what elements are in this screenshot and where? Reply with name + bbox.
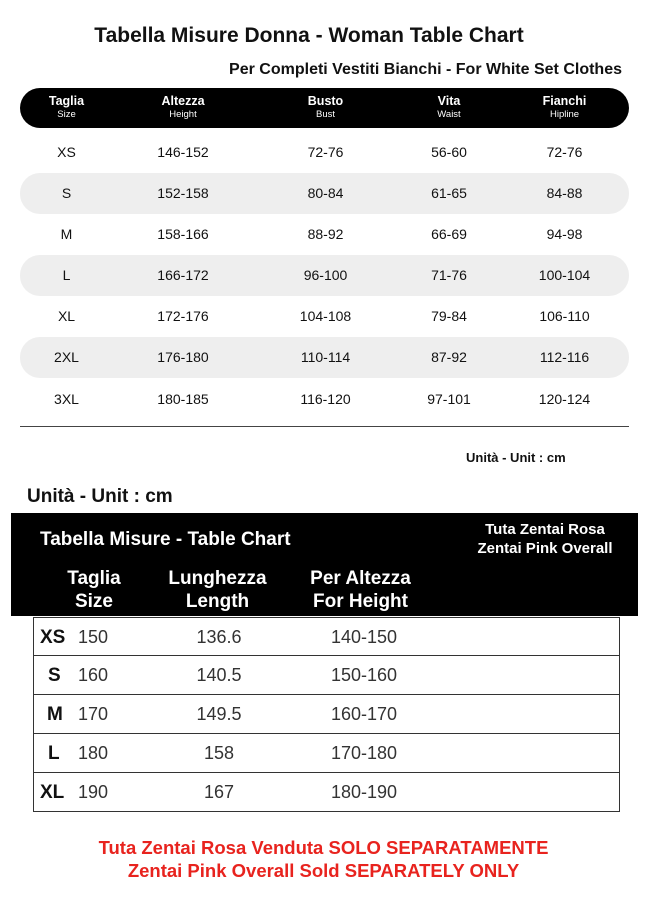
header-size-line1: Taglia xyxy=(67,568,121,589)
overall-chart-title: Tabella Misure - Table Chart xyxy=(40,529,291,550)
product-name-en: Zentai Pink Overall xyxy=(477,540,613,557)
header-height xyxy=(113,88,253,128)
cell-size-number: 160 xyxy=(78,665,109,685)
header-height-label: Altezza xyxy=(161,94,205,108)
cell-hipline: 100-104 xyxy=(538,267,591,283)
cell-bust: 80-84 xyxy=(307,185,344,201)
header-length-line1: Lunghezza xyxy=(168,568,267,589)
header-size-sublabel: Size xyxy=(57,109,76,120)
cell-size: L xyxy=(62,267,71,283)
cell-for-height: 140-150 xyxy=(330,627,398,647)
notice-line-en: Zentai Pink Overall Sold SEPARATELY ONLY xyxy=(127,860,520,881)
overall-chart-row xyxy=(33,734,620,773)
sold-separately-notice xyxy=(0,836,647,882)
cell-hipline: 94-98 xyxy=(546,226,583,242)
cell-size: 2XL xyxy=(54,349,79,365)
cell-length: 149.5 xyxy=(196,704,242,724)
notice-line-it: Tuta Zentai Rosa Venduta SOLO SEPARATAMENTE xyxy=(98,837,549,858)
women-chart-row xyxy=(20,337,629,378)
cell-bust: 88-92 xyxy=(307,226,344,242)
cell-size: XS xyxy=(57,144,76,160)
header-size-label: Taglia xyxy=(48,94,85,108)
cell-size: XS xyxy=(40,627,66,648)
header-bust-label: Busto xyxy=(307,94,344,108)
cell-waist: 66-69 xyxy=(431,226,467,242)
women-chart-row xyxy=(20,255,629,296)
cell-bust: 72-76 xyxy=(307,144,344,160)
header-hipline-sublabel: Hipline xyxy=(549,109,580,120)
product-name-it: Tuta Zentai Rosa xyxy=(485,521,605,538)
cell-hipline: 120-124 xyxy=(538,391,591,407)
women-chart-title: Tabella Misure Donna - Woman Table Chart xyxy=(94,24,524,47)
header-waist-sublabel: Waist xyxy=(437,109,461,120)
header-size xyxy=(44,567,144,613)
header-bust xyxy=(253,88,398,128)
header-hipline xyxy=(500,88,629,128)
cell-for-height: 150-160 xyxy=(330,665,398,685)
cell-waist: 61-65 xyxy=(431,185,467,201)
cell-hipline: 72-76 xyxy=(546,144,583,160)
cell-size: XL xyxy=(40,782,65,803)
table-divider xyxy=(20,426,629,427)
cell-length: 158 xyxy=(203,743,235,763)
cell-waist: 97-101 xyxy=(427,391,471,407)
cell-length: 140.5 xyxy=(196,665,242,685)
overall-chart-row xyxy=(33,773,620,812)
overall-chart-unit-label: Unità - Unit : cm xyxy=(27,486,173,507)
women-chart-unit-note: Unità - Unit : cm xyxy=(466,450,566,465)
cell-size: S xyxy=(61,185,72,201)
header-length-line2: Length xyxy=(185,591,250,612)
women-chart-subtitle: Per Completi Vestiti Bianchi - For White Set Clothes xyxy=(229,61,622,78)
cell-size: L xyxy=(48,743,60,764)
cell-bust: 96-100 xyxy=(303,267,348,283)
header-size-line2: Size xyxy=(74,591,114,612)
cell-size: 3XL xyxy=(54,391,79,407)
cell-size-number: 180 xyxy=(78,743,109,763)
cell-height: 176-180 xyxy=(157,349,209,365)
cell-waist: 71-76 xyxy=(431,267,467,283)
header-height-sublabel: Height xyxy=(169,109,197,120)
overall-chart-table xyxy=(33,617,620,812)
cell-length: 167 xyxy=(203,782,235,802)
cell-height: 152-158 xyxy=(157,185,209,201)
women-chart-row xyxy=(20,214,629,255)
cell-for-height: 180-190 xyxy=(330,782,398,802)
header-waist xyxy=(398,88,500,128)
header-for-height xyxy=(293,567,428,613)
cell-for-height: 170-180 xyxy=(330,743,398,763)
header-hipline-label: Fianchi xyxy=(542,94,587,108)
overall-chart-row xyxy=(33,656,620,695)
cell-size-number: 170 xyxy=(78,704,109,724)
header-waist-label: Vita xyxy=(437,94,461,108)
cell-hipline: 112-116 xyxy=(539,349,590,365)
women-chart-row xyxy=(20,296,629,337)
women-chart-header xyxy=(20,88,629,128)
cell-size-number: 190 xyxy=(78,782,109,802)
cell-height: 146-152 xyxy=(157,144,209,160)
header-for-height-line1: Per Altezza xyxy=(310,568,411,589)
women-chart-row xyxy=(20,132,629,173)
overall-chart-row xyxy=(33,695,620,734)
header-length xyxy=(150,567,285,613)
cell-bust: 116-120 xyxy=(300,391,351,407)
header-size xyxy=(20,88,113,128)
cell-waist: 87-92 xyxy=(431,349,467,365)
cell-bust: 104-108 xyxy=(299,308,352,324)
cell-length: 136.6 xyxy=(196,627,242,647)
header-bust-sublabel: Bust xyxy=(315,109,335,120)
overall-chart-product xyxy=(458,520,632,558)
cell-size: XL xyxy=(57,308,76,324)
overall-chart-row xyxy=(33,617,620,656)
cell-height: 172-176 xyxy=(157,308,209,324)
women-chart-row xyxy=(20,379,629,420)
cell-bust: 110-114 xyxy=(300,349,351,365)
cell-height: 180-185 xyxy=(157,391,209,407)
women-chart-row xyxy=(20,173,629,214)
cell-size: S xyxy=(48,665,61,686)
cell-waist: 56-60 xyxy=(431,144,467,160)
cell-hipline: 106-110 xyxy=(539,308,590,324)
cell-for-height: 160-170 xyxy=(330,704,398,724)
cell-size: M xyxy=(47,704,63,725)
cell-height: 158-166 xyxy=(157,226,209,242)
cell-waist: 79-84 xyxy=(431,308,467,324)
cell-size-number: 150 xyxy=(78,627,109,647)
cell-hipline: 84-88 xyxy=(546,185,583,201)
header-for-height-line2: For Height xyxy=(313,591,408,612)
cell-size: M xyxy=(60,226,73,242)
cell-height: 166-172 xyxy=(157,267,209,283)
